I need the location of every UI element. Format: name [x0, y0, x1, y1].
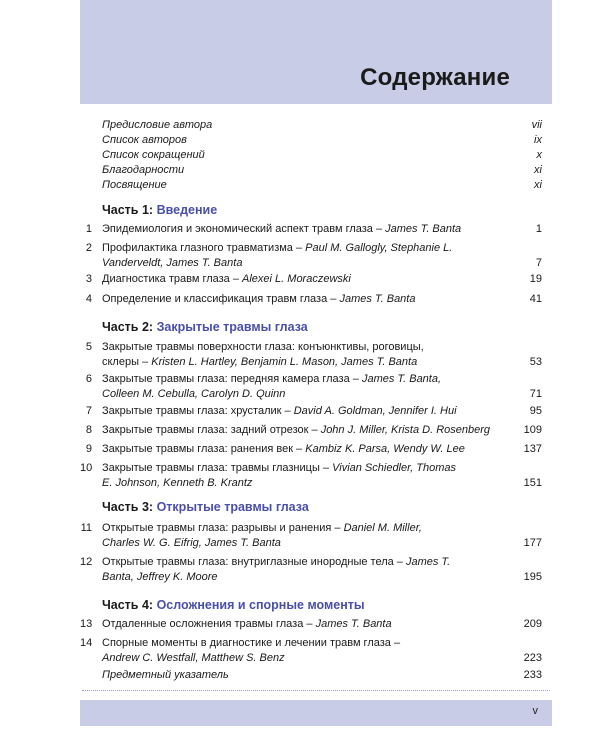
front-matter-page: ix — [534, 134, 542, 146]
chapter-text — [102, 521, 442, 551]
chapter-page: 7 — [535, 257, 542, 269]
front-matter-label: Список сокращений — [102, 149, 205, 161]
chapter-title: Закрытые травмы глаза: травмы глазницы – — [102, 462, 330, 474]
chapter-page: 41 — [529, 293, 542, 305]
chapter-number: 8 — [85, 424, 92, 436]
divider — [82, 690, 550, 691]
chapter-title: Закрытые травмы поверхности глаза: конъюнктивы, роговицы, склеры – — [102, 341, 424, 368]
chapter-page: 177 — [523, 537, 542, 549]
chapter-number: 13 — [80, 618, 93, 630]
chapter-page: 151 — [523, 477, 542, 489]
part-prefix: Часть 3: — [102, 500, 154, 514]
front-matter-label: Предисловие автора — [102, 119, 213, 131]
chapter-page: 109 — [523, 424, 542, 436]
part-prefix: Часть 4: — [102, 598, 154, 612]
part-name: Введение — [156, 203, 218, 217]
chapter-page: 71 — [529, 388, 542, 400]
chapter-text — [102, 340, 442, 370]
page-number: v — [532, 705, 538, 717]
chapter-title: Отдаленные осложнения травмы глаза – — [102, 618, 313, 630]
chapter-title: Спорные моменты в диагностике и лечении травм глаза – — [102, 637, 401, 649]
chapter-page: 209 — [523, 618, 542, 630]
part-name: Открытые травмы глаза — [156, 500, 309, 514]
chapter-text — [102, 617, 492, 632]
chapter-title: Закрытые травмы глаза: хрусталик – — [102, 405, 291, 417]
front-matter-page: vii — [531, 119, 542, 131]
chapter-number: 2 — [85, 242, 92, 254]
front-matter-page: xi — [534, 164, 542, 176]
front-matter-label: Благодарности — [102, 164, 185, 176]
chapter-page: 195 — [523, 571, 542, 583]
chapter-text — [102, 372, 442, 402]
chapter-page: 137 — [523, 443, 542, 455]
front-matter-label: Посвящение — [102, 179, 167, 191]
chapter-number: 5 — [85, 341, 92, 353]
chapter-number: 11 — [80, 522, 92, 534]
chapter-authors: Alexei L. Moraczewski — [242, 273, 351, 285]
chapter-title: Открытые травмы глаза: разрывы и ранения – — [102, 522, 341, 534]
subject-index-label: Предметный указатель — [102, 669, 229, 681]
chapter-text — [102, 241, 492, 271]
front-matter-label: Список авторов — [102, 134, 187, 146]
part-prefix: Часть 1: — [102, 203, 154, 217]
chapter-text — [102, 423, 492, 438]
part-heading — [102, 598, 365, 613]
chapter-authors: John J. Miller, Krista D. Rosenberg — [320, 424, 491, 436]
chapter-page: 1 — [535, 223, 542, 235]
chapter-page: 223 — [523, 652, 542, 664]
chapter-number: 12 — [80, 556, 93, 568]
footer-band — [80, 700, 552, 726]
chapter-number: 7 — [85, 405, 92, 417]
chapter-title: Диагностика травм глаза – — [102, 273, 239, 285]
chapter-page: 95 — [529, 405, 542, 417]
chapter-authors: James T. Banta, Jeffrey K. Moore — [102, 556, 451, 583]
chapter-number: 9 — [85, 443, 92, 455]
part-heading — [102, 203, 217, 218]
chapter-title: Профилактика глазного травматизма – — [102, 242, 303, 254]
chapter-authors: James T. Banta, Colleen M. Cebulla, Carolyn D. Quinn — [102, 373, 442, 400]
chapter-text — [102, 555, 482, 585]
chapter-authors: James T. Banta — [339, 293, 416, 305]
chapter-text — [102, 461, 462, 491]
chapter-number: 1 — [85, 223, 92, 235]
part-prefix: Часть 2: — [102, 320, 154, 334]
chapter-authors: Kambiz K. Parsa, Wendy W. Lee — [305, 443, 465, 455]
chapter-text — [102, 272, 492, 287]
chapter-page: 19 — [529, 273, 542, 285]
front-matter-page: xi — [534, 179, 542, 191]
chapter-authors: Vivian Schiedler, Thomas E. Johnson, Kenneth B. Krantz — [102, 462, 457, 489]
part-name: Осложнения и спорные моменты — [156, 598, 365, 612]
chapter-authors: Andrew C. Westfall, Matthew S. Benz — [102, 652, 285, 664]
subject-index-page: 233 — [523, 669, 542, 681]
chapter-number: 3 — [85, 273, 92, 285]
chapter-text — [102, 222, 492, 237]
chapter-title: Определение и классификация травм глаза – — [102, 293, 337, 305]
chapter-number: 10 — [80, 462, 93, 474]
chapter-title: Открытые травмы глаза: внутриглазные инородные тела – — [102, 556, 403, 568]
front-matter-page: x — [536, 149, 542, 161]
chapter-authors: James T. Banta — [385, 223, 462, 235]
chapter-authors: Paul M. Gallogly, Stephanie L. Vanderveldt, James T. Banta — [102, 242, 453, 269]
chapter-text — [102, 636, 422, 666]
chapter-number: 6 — [85, 373, 92, 385]
chapter-authors: Kristen L. Hartley, Benjamin L. Mason, James T. Banta — [151, 356, 418, 368]
chapter-authors: Daniel M. Miller, Charles W. G. Eifrig, James T. Banta — [102, 522, 422, 549]
chapter-number: 14 — [80, 637, 93, 649]
part-heading — [102, 320, 308, 335]
chapter-number: 4 — [85, 293, 92, 305]
chapter-text — [102, 292, 492, 307]
chapter-title: Закрытые травмы глаза: задний отрезок – — [102, 424, 318, 436]
chapter-authors: David A. Goldman, Jennifer I. Hui — [293, 405, 457, 417]
page-title: Содержание — [360, 64, 510, 91]
chapter-title: Закрытые травмы глаза: передняя камера глаза – — [102, 373, 359, 385]
part-name: Закрытые травмы глаза — [156, 320, 308, 334]
chapter-authors: James T. Banta — [315, 618, 392, 630]
chapter-text — [102, 404, 492, 419]
chapter-title: Эпидемиология и экономический аспект травм глаза – — [102, 223, 383, 235]
part-heading — [102, 500, 309, 515]
chapter-text — [102, 442, 492, 457]
chapter-title: Закрытые травмы глаза: ранения век – — [102, 443, 303, 455]
chapter-page: 53 — [529, 356, 542, 368]
